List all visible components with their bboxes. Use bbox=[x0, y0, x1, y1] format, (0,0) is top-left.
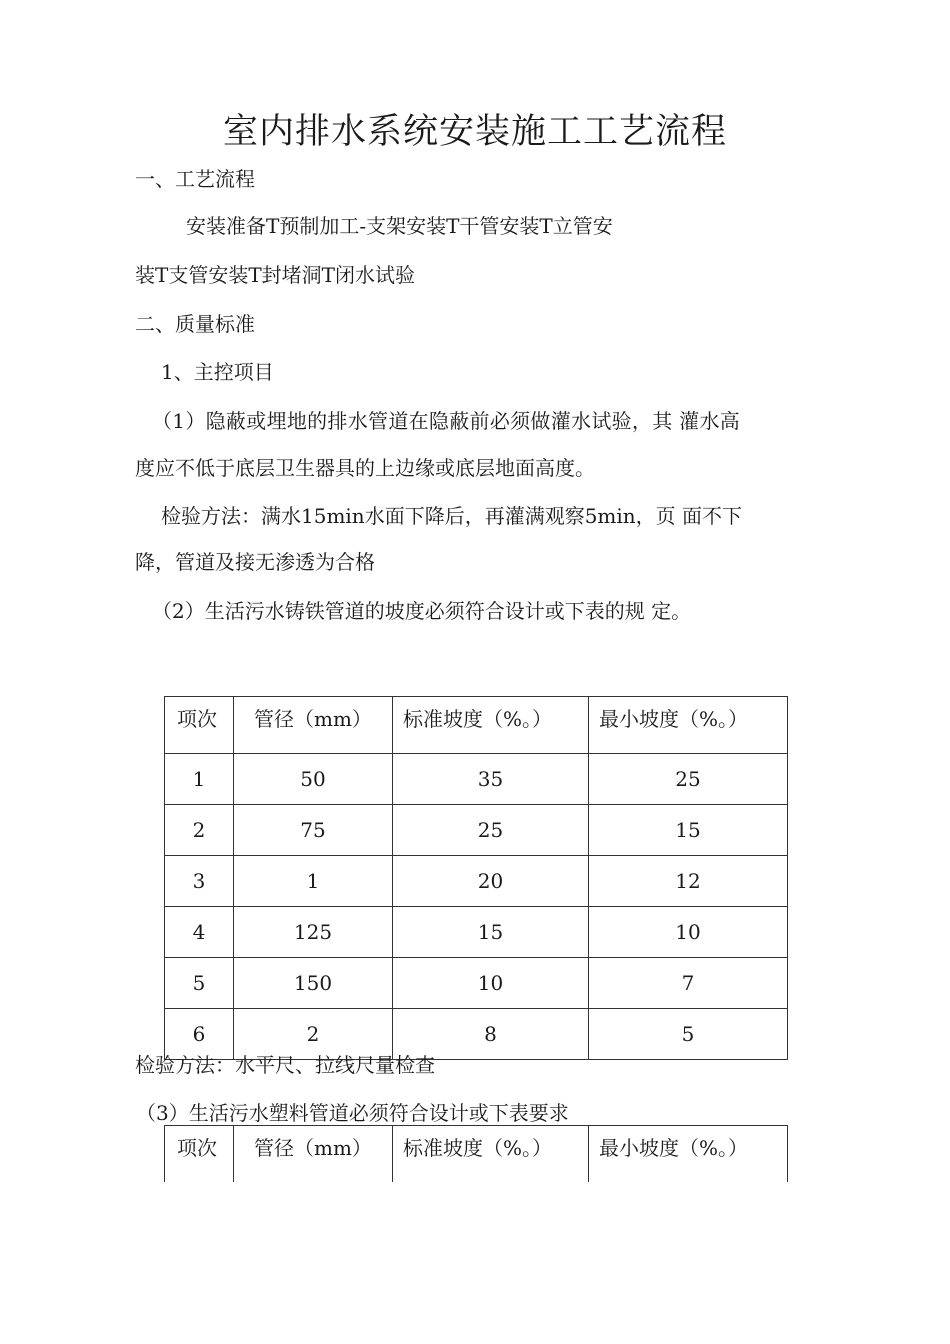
table-header-cell: 最小坡度（%。） bbox=[589, 1126, 788, 1183]
table-cell: 25 bbox=[393, 805, 589, 856]
table-header-cell: 标准坡度（%。） bbox=[393, 697, 589, 754]
table-header-cell: 项次 bbox=[165, 697, 234, 754]
page-title: 室内排水系统安装施工工艺流程 bbox=[222, 112, 727, 152]
subheading-main-items: 1、主控项目 bbox=[161, 360, 274, 384]
table-header-row bbox=[165, 697, 788, 754]
table-header-cell: 管径（mm） bbox=[234, 1126, 393, 1183]
paragraph-1-line-1: （1）隐蔽或埋地的排水管道在隐蔽前必须做灌水试验，其 灌水高 bbox=[152, 409, 741, 433]
table-cell: 15 bbox=[393, 907, 589, 958]
table-cell: 15 bbox=[589, 805, 788, 856]
section-heading-process: 一、工艺流程 bbox=[135, 167, 255, 191]
table-row bbox=[165, 958, 788, 1009]
table-header-cell: 项次 bbox=[165, 1126, 234, 1183]
paragraph-2: （2）生活污水铸铁管道的坡度必须符合设计或下表的规 定。 bbox=[152, 599, 692, 623]
table-header-row bbox=[165, 1126, 788, 1183]
inspection-method-line-1: 检验方法：满水15min水面下降后，再灌满观察5min，页 面不下 bbox=[161, 504, 743, 528]
table-cell: 25 bbox=[589, 754, 788, 805]
table-cell: 1 bbox=[165, 754, 234, 805]
table-cell: 4 bbox=[165, 907, 234, 958]
table-row bbox=[165, 907, 788, 958]
table-cell: 50 bbox=[234, 754, 393, 805]
slope-table-cast-iron bbox=[164, 696, 788, 1060]
table-cell: 7 bbox=[589, 958, 788, 1009]
inspection-method-2: 检验方法：水平尺、拉线尺量检查 bbox=[135, 1053, 435, 1077]
table-cell: 12 bbox=[589, 856, 788, 907]
table-row bbox=[165, 856, 788, 907]
table-cell: 3 bbox=[165, 856, 234, 907]
slope-table-plastic bbox=[164, 1125, 788, 1182]
table-cell: 10 bbox=[393, 958, 589, 1009]
table-cell: 2 bbox=[234, 1009, 393, 1060]
table-header-cell: 标准坡度（%。） bbox=[393, 1126, 589, 1183]
table-cell: 2 bbox=[165, 805, 234, 856]
paragraph-1-line-2: 度应不低于底层卫生器具的上边缘或底层地面高度。 bbox=[135, 456, 595, 480]
paragraph-3: （3）生活污水塑料管道必须符合设计或下表要求 bbox=[136, 1101, 569, 1125]
table-cell: 75 bbox=[234, 805, 393, 856]
table-cell: 1 bbox=[234, 856, 393, 907]
table-row bbox=[165, 805, 788, 856]
table-header-cell: 管径（mm） bbox=[234, 697, 393, 754]
table-cell: 10 bbox=[589, 907, 788, 958]
table-row bbox=[165, 754, 788, 805]
inspection-method-line-2: 降，管道及接无渗透为合格 bbox=[135, 550, 375, 574]
section-heading-quality: 二、质量标准 bbox=[135, 312, 255, 336]
process-flow-line-2: 装T支管安装T封堵洞T闭水试验 bbox=[135, 263, 416, 287]
table-cell: 6 bbox=[165, 1009, 234, 1060]
table-cell: 35 bbox=[393, 754, 589, 805]
table-header-cell: 最小坡度（%。） bbox=[589, 697, 788, 754]
table-cell: 125 bbox=[234, 907, 393, 958]
table-cell: 5 bbox=[165, 958, 234, 1009]
table-cell: 5 bbox=[589, 1009, 788, 1060]
table-cell: 20 bbox=[393, 856, 589, 907]
table-cell: 150 bbox=[234, 958, 393, 1009]
table-cell: 8 bbox=[393, 1009, 589, 1060]
process-flow-line-1: 安装准备T预制加工-支架安装T干管安装T立管安 bbox=[186, 214, 613, 238]
